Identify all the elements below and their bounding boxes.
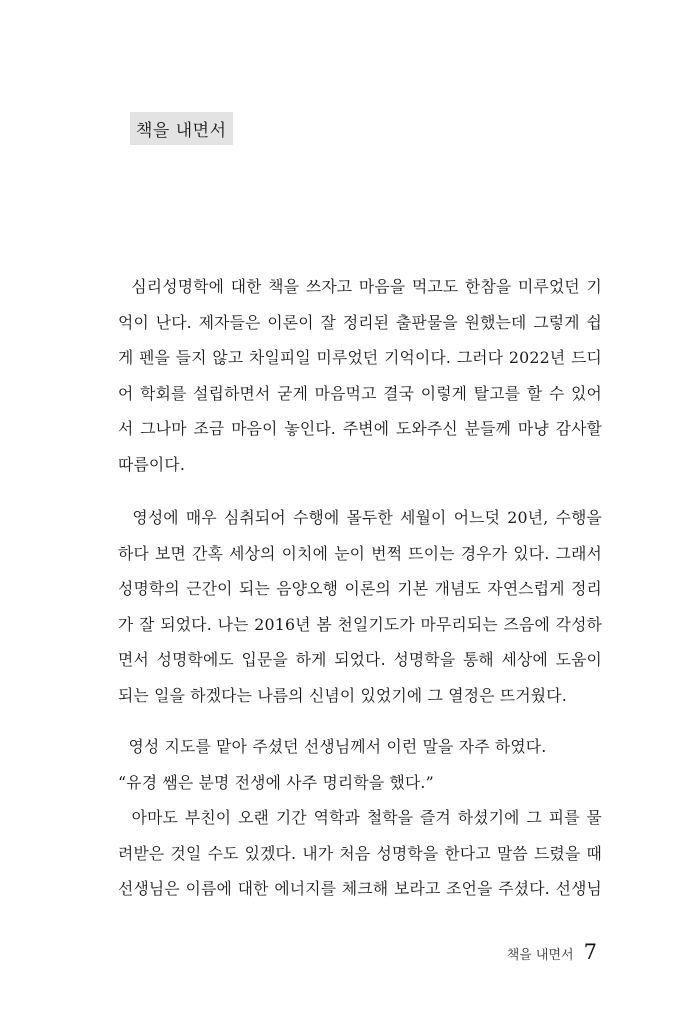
paragraph-3 <box>118 729 602 907</box>
paragraph-2 <box>118 500 602 713</box>
text-line: 면서 성명학에도 입문을 하게 되었다. 성명학을 통해 세상에 도움이 <box>118 650 602 669</box>
text-line: 게 펜을 들지 않고 차일피일 미루었던 기억이다. 그러다 2022년 드디 <box>118 348 602 367</box>
text-line: 성명학의 근간이 되는 음양오행 이론의 기본 개념도 자연스럽게 정리 <box>118 579 602 598</box>
text-line: 억이 난다. 제자들은 이론이 잘 정리된 출판물을 원했는데 그렇게 쉽 <box>118 312 602 332</box>
text-line: “유경 쌤은 분명 전생에 사주 명리학을 했다.” <box>118 772 434 792</box>
chapter-title: 책을 내면서 <box>130 112 233 145</box>
text-line: 되는 일을 하겠다는 나름의 신념이 있었기에 그 열정은 뜨거웠다. <box>118 685 567 705</box>
text-line: 심리성명학에 대한 책을 쓰자고 마음을 먹고도 한참을 미루었던 기 <box>118 277 602 296</box>
page-number: 7 <box>583 940 597 964</box>
text-line: 따름이다. <box>118 454 186 474</box>
running-title: 책을 내면서 <box>506 948 574 963</box>
text-line: 어 학회를 설립하면서 굳게 마음먹고 결국 이렇게 탈고를 할 수 있어 <box>118 383 602 403</box>
text-line: 영성 지도를 맡아 주셨던 선생님께서 이런 말을 자주 하였다. <box>118 737 547 756</box>
paragraph-1 <box>118 269 602 482</box>
page-footer <box>507 940 597 964</box>
text-line: 선생님은 이름에 대한 에너지를 체크해 보라고 조언을 주셨다. 선생님 <box>118 879 602 898</box>
text-line: 려받은 것일 수도 있겠다. 내가 처음 성명학을 한다고 말씀 드렸을 때 <box>118 843 602 863</box>
text-line: 서 그나마 조금 마음이 놓인다. 주변에 도와주신 분들께 마냥 감사할 <box>118 419 602 438</box>
text-line: 가 잘 되었다. 나는 2016년 봄 천일기도가 마무리되는 즈음에 각성하 <box>118 614 602 634</box>
text-line: 아마도 부친이 오랜 기간 역학과 철학을 즐겨 하셨기에 그 피를 물 <box>118 808 602 827</box>
text-line: 영성에 매우 심취되어 수행에 몰두한 세월이 어느덧 20년, 수행을 <box>118 508 602 527</box>
text-line: 하다 보면 간혹 세상의 이치에 눈이 번쩍 뜨이는 경우가 있다. 그래서 <box>118 543 602 563</box>
